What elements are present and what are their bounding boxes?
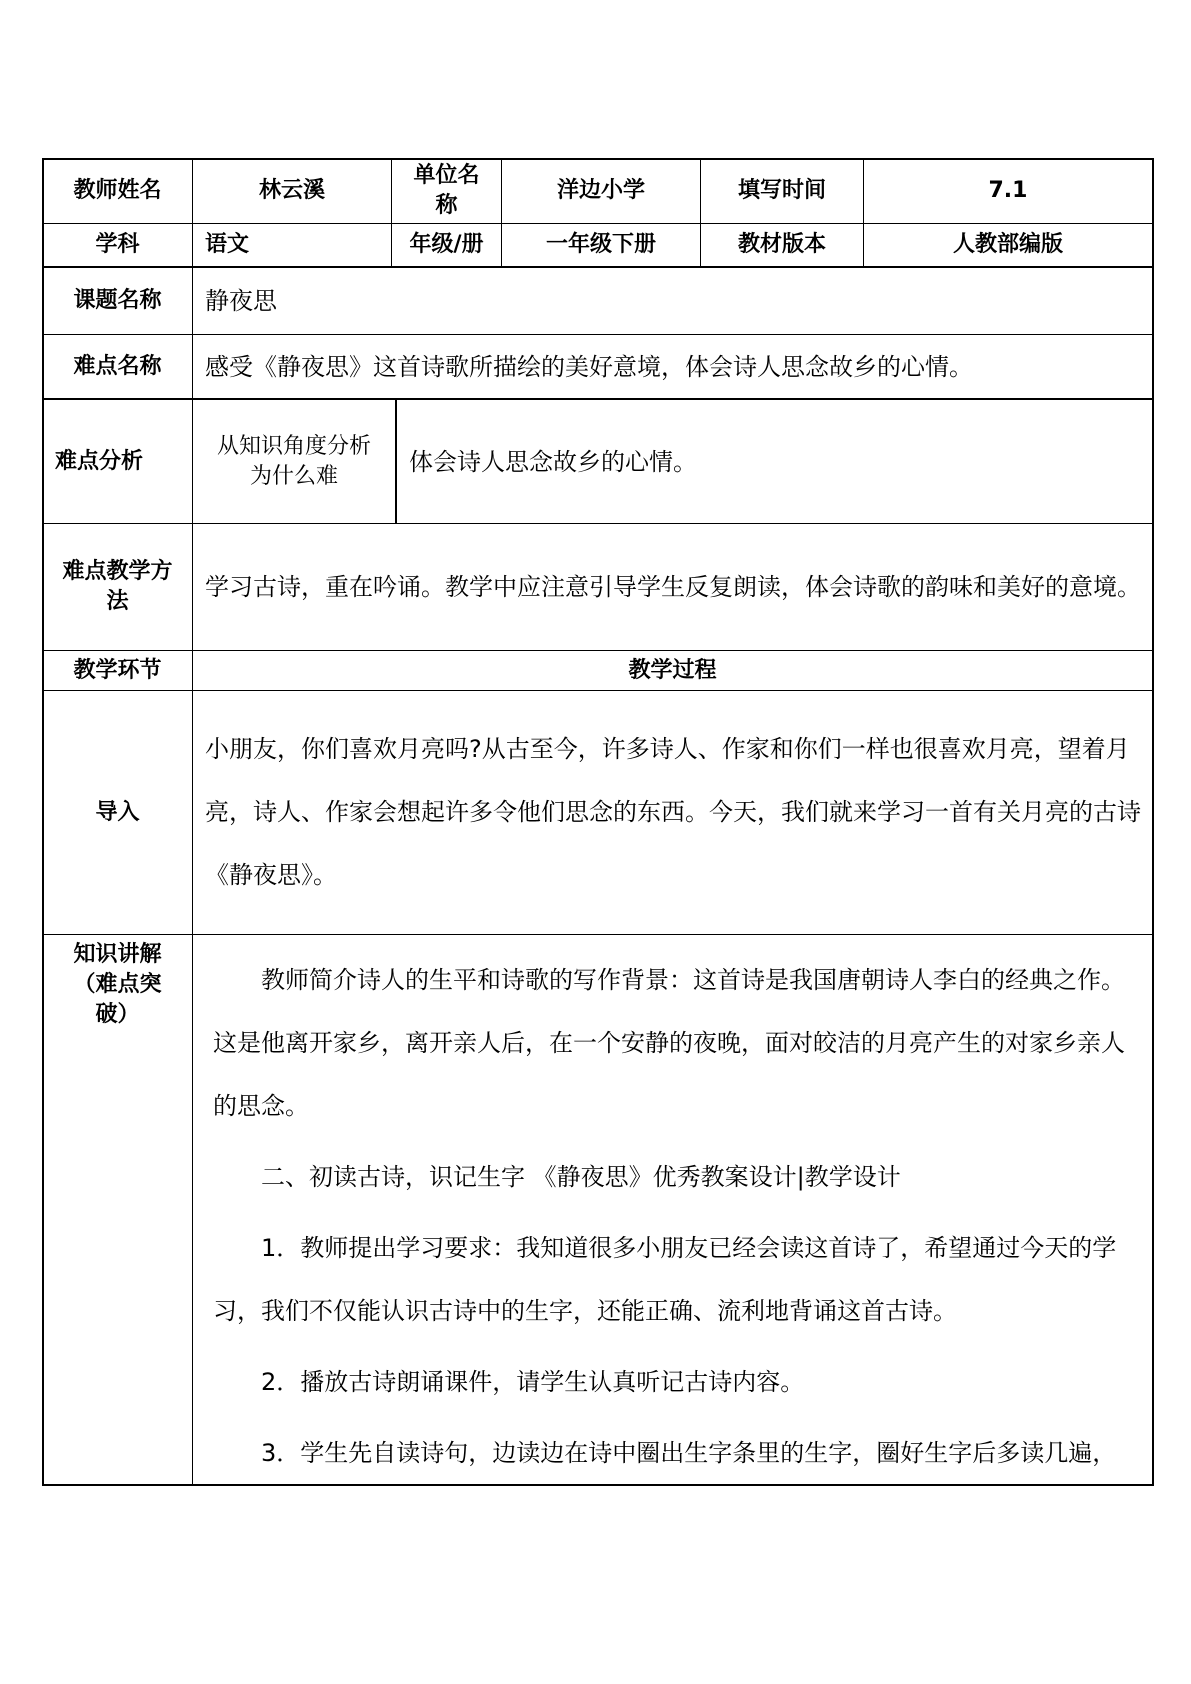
analysis-sub-label (193, 400, 397, 524)
edition-label-text: 教材版本 (737, 232, 826, 257)
fill-date-value-text: 7.1 (988, 178, 1028, 203)
subject-label (43, 224, 193, 268)
explanation-label (43, 935, 193, 1485)
method-value-text: 学习古诗，重在吟诵。教学中应注意引导学生反复朗读，体会诗歌的韵味和美好的意境。 (205, 572, 1141, 601)
explanation-label-text: 知识讲解（难点突破） (73, 942, 162, 1027)
analysis-label-text: 难点分析 (55, 448, 144, 474)
explanation-paragraph: 3．学生先自读诗句，边读边在诗中圈出生字条里的生字，圈好生字后多读几遍， (261, 1439, 1117, 1467)
analysis-label (43, 400, 193, 524)
edition-value (864, 224, 1153, 268)
explanation-paragraph: 二、初读古诗，识记生字 《静夜思》优秀教案设计|教学设计 (261, 1163, 901, 1191)
explanation-paragraph: 教师简介诗人的生平和诗歌的写作背景：这首诗是我国唐朝诗人李白的经典之作。这是他离开家乡，离开亲人后，在一个安静的夜晚，面对皎洁的月亮产生的对家乡亲人的思念。 (213, 966, 1125, 1120)
method-label (43, 524, 193, 651)
difficulty-value-text: 感受《静夜思》这首诗歌所描绘的美好意境，体会诗人思念故乡的心情。 (205, 352, 973, 381)
unit-name-value-text: 洋边小学 (556, 178, 645, 203)
grade-label-text: 年级/册 (409, 232, 484, 257)
intro-content (193, 691, 1153, 935)
grade-value (502, 224, 701, 268)
grade-label (392, 224, 502, 268)
difficulty-label-text: 难点名称 (73, 353, 162, 379)
analysis-value-text: 体会诗人思念故乡的心情。 (409, 447, 697, 476)
topic-value (193, 268, 1153, 335)
subject-value-text: 语文 (205, 232, 250, 257)
analysis-value (397, 400, 1153, 524)
teacher-name-label (43, 159, 193, 224)
subject-value (193, 224, 392, 268)
fill-date-label-text: 填写时间 (737, 178, 826, 203)
explanation-content (193, 935, 1153, 1485)
analysis-sub-label-text: 从知识角度分析为什么难 (216, 433, 371, 489)
teacher-name-value-text: 林云溪 (258, 178, 325, 203)
intro-label-text: 导入 (95, 799, 140, 825)
grade-value-text: 一年级下册 (545, 232, 656, 257)
unit-name-label-text: 单位名称 (413, 163, 480, 218)
intro-content-text: 小朋友，你们喜欢月亮吗?从古至今，许多诗人、作家和你们一样也很喜欢月亮，望着月亮，诗人、作家会想起许多令他们思念的东西。今天，我们就来学习一首有关月亮的古诗《静夜思》。 (205, 735, 1141, 889)
edition-value-text: 人教部编版 (952, 232, 1063, 257)
unit-name-value (502, 159, 701, 224)
fill-date-value (864, 159, 1153, 224)
topic-label (43, 268, 193, 335)
teacher-name-value (193, 159, 392, 224)
difficulty-label (43, 335, 193, 400)
subject-label-text: 学科 (95, 232, 140, 257)
difficulty-value (193, 335, 1153, 400)
topic-label-text: 课题名称 (73, 288, 162, 313)
process-header (193, 651, 1153, 691)
topic-value-text: 静夜思 (205, 287, 277, 315)
unit-name-label (392, 159, 502, 224)
intro-label (43, 691, 193, 935)
explanation-paragraph: 2．播放古诗朗诵课件，请学生认真听记古诗内容。 (261, 1368, 805, 1396)
edition-label (701, 224, 864, 268)
process-header-text: 教学过程 (628, 657, 717, 683)
fill-date-label (701, 159, 864, 224)
stage-header (43, 651, 193, 691)
explanation-paragraph: 1．教师提出学习要求：我知道很多小朋友已经会读这首诗了，希望通过今天的学习，我们不仅能认识古诗中的生字，还能正确、流利地背诵这首古诗。 (213, 1234, 1117, 1325)
method-label-text: 难点教学方法 (62, 559, 173, 614)
stage-header-text: 教学环节 (73, 657, 162, 683)
teacher-name-label-text: 教师姓名 (73, 178, 162, 203)
method-value (193, 524, 1153, 651)
